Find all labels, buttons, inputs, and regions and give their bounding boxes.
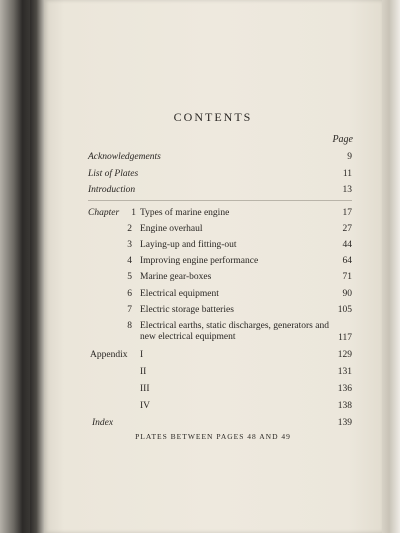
plates-note: PLATES BETWEEN PAGES 48 AND 49 <box>135 432 291 441</box>
toc-page: 90 <box>342 289 352 299</box>
chapter-number: 3 <box>127 240 132 250</box>
chapter-title: Electrical earths, static discharges, generators and new electrical equipment <box>140 321 329 342</box>
toc-page: 117 <box>338 333 352 343</box>
toc-page: 139 <box>337 418 352 428</box>
appendix-number: II <box>140 367 147 377</box>
toc-page: 44 <box>342 240 352 250</box>
toc-page: 9 <box>347 152 352 162</box>
chapter-title: Types of marine engine <box>140 208 230 218</box>
appendix-number: I <box>140 350 144 360</box>
toc-page: 138 <box>337 401 352 411</box>
appendix-number: III <box>140 384 150 394</box>
chapter-number: 1 <box>131 208 136 218</box>
toc-page: 136 <box>337 384 352 394</box>
appendix-number: IV <box>140 401 151 411</box>
toc-label: Introduction <box>88 185 136 195</box>
toc-page: 129 <box>337 350 352 360</box>
chapter-number: 8 <box>127 321 132 331</box>
chapter-title: Marine gear-boxes <box>140 272 212 282</box>
chapter-number: 7 <box>127 305 132 315</box>
chapter-title: Electrical equipment <box>140 289 219 299</box>
chapter-title: Laying-up and fitting-out <box>140 240 237 250</box>
toc-page: 64 <box>342 256 352 266</box>
contents-title: CONTENTS <box>173 110 253 124</box>
chapter-number: 4 <box>127 256 132 266</box>
appendix-word: Appendix <box>90 350 128 360</box>
section-divider <box>88 200 352 201</box>
toc-label: Acknowledgements <box>88 152 161 162</box>
chapter-title: Improving engine performance <box>140 256 259 266</box>
toc-page: 13 <box>342 185 352 195</box>
page-column-header: Page <box>332 134 353 145</box>
toc-page: 27 <box>342 224 352 234</box>
chapter-number: 5 <box>127 272 132 282</box>
chapter-number: 2 <box>127 224 132 234</box>
chapter-number: 6 <box>127 289 132 299</box>
toc-page: 71 <box>342 272 352 282</box>
toc-label: Index <box>92 418 114 428</box>
chapter-word: Chapter <box>88 208 120 218</box>
toc-page: 17 <box>342 208 352 218</box>
toc-page: 11 <box>342 169 352 179</box>
chapter-title: Engine overhaul <box>140 224 203 234</box>
toc-page: 105 <box>337 305 352 315</box>
book-spine <box>0 0 30 533</box>
page-fore-edge <box>382 0 400 533</box>
toc-page: 131 <box>337 367 352 377</box>
toc-label: List of Plates <box>88 169 139 179</box>
chapter-title: Electric storage batteries <box>140 305 234 315</box>
